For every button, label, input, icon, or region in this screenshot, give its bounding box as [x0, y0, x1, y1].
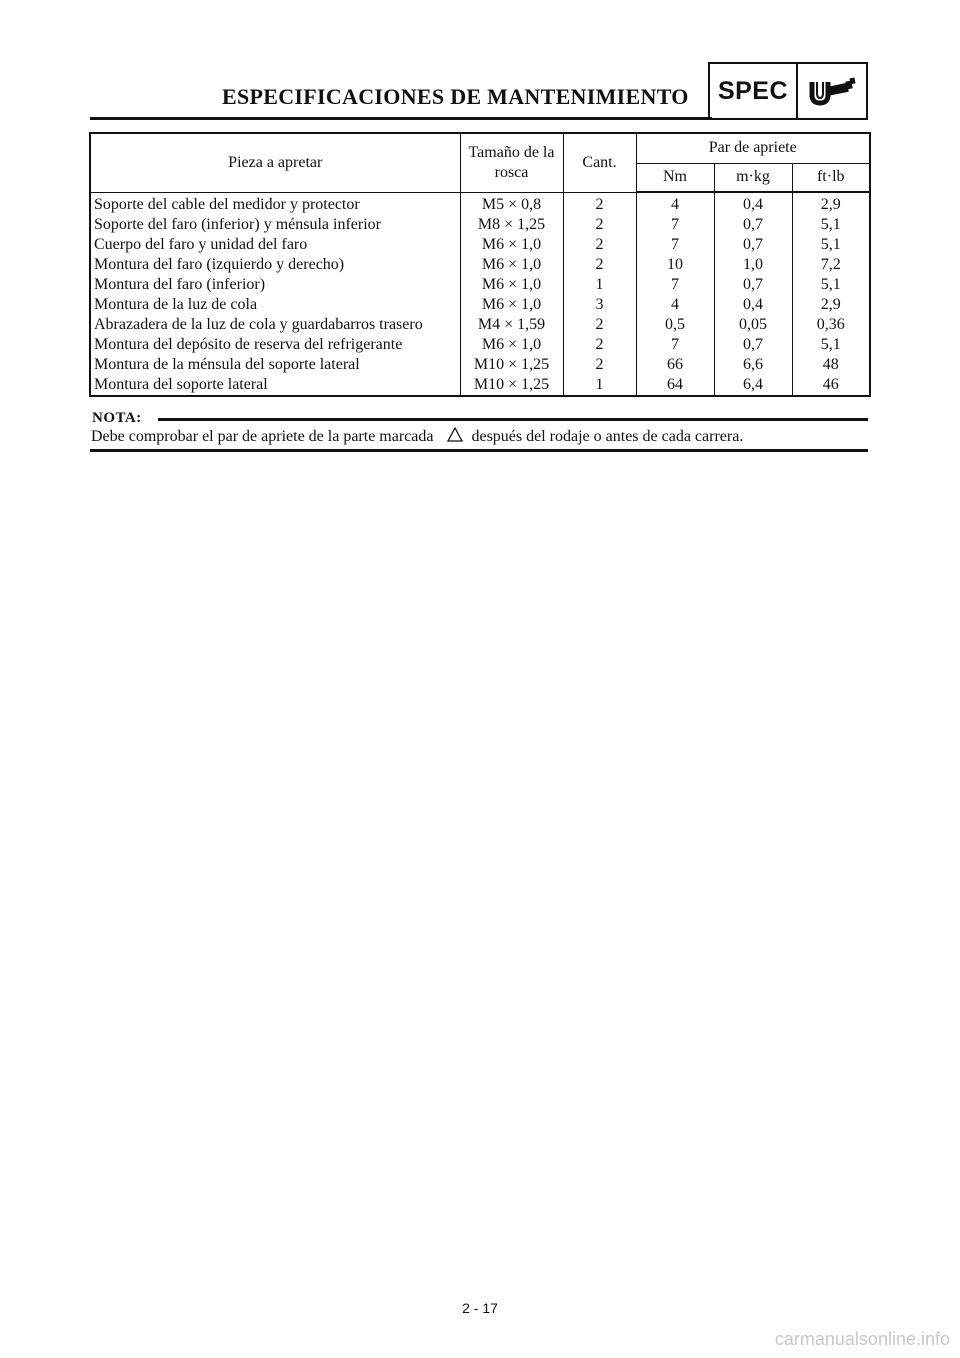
- cell-mkg: 0,05: [714, 315, 792, 335]
- table-row: [90, 215, 870, 235]
- cell-nm: 7: [636, 335, 714, 355]
- cell-ftlb: 48: [792, 355, 870, 375]
- note-rule-top: [158, 418, 868, 421]
- note-text-before: Debe comprobar el par de apriete de la parte marcada: [91, 428, 434, 445]
- table-row: [90, 315, 870, 335]
- header-rule: [90, 117, 712, 120]
- cell-thread: M6 × 1,0: [460, 335, 563, 355]
- torque-table-body: [90, 192, 870, 396]
- cell-thread: M6 × 1,0: [460, 255, 563, 275]
- cell-ftlb: 0,36: [792, 315, 870, 335]
- cell-part: Abrazadera de la luz de cola y guardabarros trasero: [90, 315, 460, 335]
- cell-ftlb: 5,1: [792, 335, 870, 355]
- cell-part: Cuerpo del faro y unidad del faro: [90, 235, 460, 255]
- cell-mkg: 0,4: [714, 192, 792, 215]
- cell-part: Montura del soporte lateral: [90, 375, 460, 396]
- spec-badge: [708, 62, 868, 120]
- cell-thread: M10 × 1,25: [460, 355, 563, 375]
- cell-ftlb: 2,9: [792, 192, 870, 215]
- cell-nm: 66: [636, 355, 714, 375]
- cell-thread: M4 × 1,59: [460, 315, 563, 335]
- cell-mkg: 0,7: [714, 275, 792, 295]
- cell-mkg: 0,7: [714, 335, 792, 355]
- cell-part: Montura de la ménsula del soporte lateral: [90, 355, 460, 375]
- watermark: carmanualsonline.info: [774, 1329, 950, 1349]
- cell-ftlb: 7,2: [792, 255, 870, 275]
- torque-table-container: [89, 132, 869, 397]
- cell-thread: M5 × 0,8: [460, 192, 563, 215]
- cell-thread: M6 × 1,0: [460, 235, 563, 255]
- cell-qty: 1: [563, 375, 636, 396]
- page-title: ESPECIFICACIONES DE MANTENIMIENTO: [222, 84, 689, 109]
- cell-nm: 7: [636, 235, 714, 255]
- cell-thread: M6 × 1,0: [460, 275, 563, 295]
- cell-part: Soporte del faro (inferior) y ménsula inferior: [90, 215, 460, 235]
- cell-qty: 2: [563, 355, 636, 375]
- table-row: [90, 335, 870, 355]
- cell-nm: 0,5: [636, 315, 714, 335]
- cell-mkg: 0,7: [714, 215, 792, 235]
- wrench-icon: [798, 64, 866, 118]
- header-qty: Cant.: [563, 133, 636, 192]
- cell-qty: 2: [563, 255, 636, 275]
- cell-part: Montura de la luz de cola: [90, 295, 460, 315]
- cell-nm: 64: [636, 375, 714, 396]
- cell-qty: 1: [563, 275, 636, 295]
- cell-ftlb: 5,1: [792, 235, 870, 255]
- cell-part: Montura del depósito de reserva del refrigerante: [90, 335, 460, 355]
- header-part: Pieza a apretar: [90, 133, 460, 192]
- cell-mkg: 0,7: [714, 235, 792, 255]
- page-number: 2 - 17: [462, 1300, 498, 1316]
- table-row: [90, 192, 870, 215]
- table-row: [90, 295, 870, 315]
- header-nm: Nm: [636, 163, 714, 192]
- cell-mkg: 0,4: [714, 295, 792, 315]
- table-row: [90, 235, 870, 255]
- note-text: [91, 427, 743, 447]
- torque-table: [89, 132, 871, 397]
- note-label: NOTA:: [92, 410, 142, 426]
- table-row: [90, 275, 870, 295]
- cell-part: Montura del faro (inferior): [90, 275, 460, 295]
- cell-mkg: 6,6: [714, 355, 792, 375]
- cell-nm: 4: [636, 192, 714, 215]
- cell-mkg: 1,0: [714, 255, 792, 275]
- table-row: [90, 375, 870, 396]
- cell-thread: M8 × 1,25: [460, 215, 563, 235]
- triangle-icon: [447, 427, 463, 447]
- cell-part: Montura del faro (izquierdo y derecho): [90, 255, 460, 275]
- cell-ftlb: 5,1: [792, 215, 870, 235]
- header-torque: Par de apriete: [636, 133, 870, 163]
- header-mkg: m·kg: [714, 163, 792, 192]
- cell-nm: 10: [636, 255, 714, 275]
- cell-nm: 7: [636, 275, 714, 295]
- cell-nm: 7: [636, 215, 714, 235]
- cell-ftlb: 5,1: [792, 275, 870, 295]
- cell-ftlb: 46: [792, 375, 870, 396]
- cell-qty: 2: [563, 315, 636, 335]
- table-row: [90, 255, 870, 275]
- cell-ftlb: 2,9: [792, 295, 870, 315]
- cell-qty: 3: [563, 295, 636, 315]
- table-row: [90, 355, 870, 375]
- cell-qty: 2: [563, 335, 636, 355]
- cell-nm: 4: [636, 295, 714, 315]
- spec-badge-label: SPEC: [710, 64, 798, 118]
- cell-qty: 2: [563, 215, 636, 235]
- note-rule-bottom: [90, 449, 868, 452]
- cell-thread: M6 × 1,0: [460, 295, 563, 315]
- cell-part: Soporte del cable del medidor y protector: [90, 192, 460, 215]
- cell-mkg: 6,4: [714, 375, 792, 396]
- note-text-after: después del rodaje o antes de cada carrera.: [471, 428, 744, 445]
- cell-qty: 2: [563, 235, 636, 255]
- cell-qty: 2: [563, 192, 636, 215]
- header-thread: Tamaño de la rosca: [460, 133, 563, 192]
- header-ftlb: ft·lb: [792, 163, 870, 192]
- cell-thread: M10 × 1,25: [460, 375, 563, 396]
